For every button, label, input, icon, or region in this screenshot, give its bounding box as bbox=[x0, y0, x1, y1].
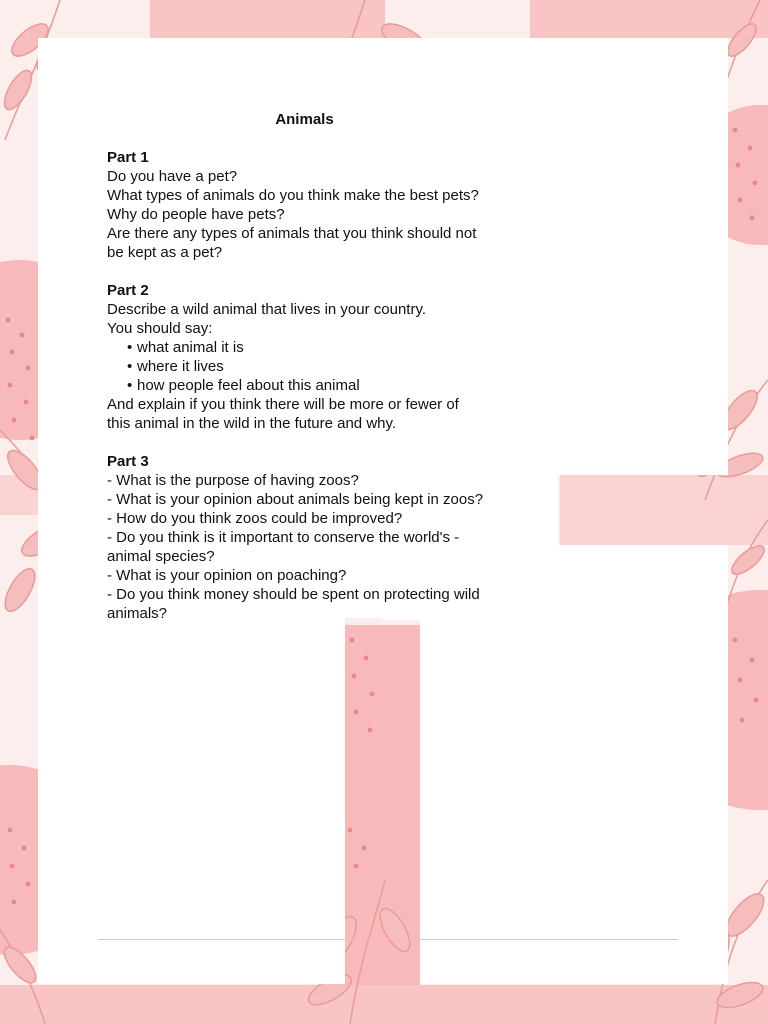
question-line: - What is your opinion on poaching? bbox=[107, 567, 347, 584]
bullet-item: • where it lives bbox=[127, 358, 224, 375]
bullet-icon: • bbox=[127, 358, 133, 375]
question-line: What types of animals do you think make the best pets? bbox=[107, 187, 479, 204]
spacer bbox=[107, 433, 557, 452]
bullet-item: • what animal it is bbox=[127, 339, 244, 356]
section-part-2 bbox=[107, 281, 557, 433]
section-part-1 bbox=[107, 148, 557, 262]
question-line: - Do you think money should be spent on protecting wild bbox=[107, 586, 480, 603]
paper-sheet-top-strip bbox=[38, 38, 728, 93]
prompt-line: this animal in the wild in the future and why. bbox=[107, 415, 397, 432]
question-line: Do you have a pet? bbox=[107, 168, 238, 185]
question-line: - What is the purpose of having zoos? bbox=[107, 472, 359, 489]
section-heading: Part 3 bbox=[107, 453, 149, 470]
question-line: - What is your opinion about animals being kept in zoos? bbox=[107, 491, 484, 508]
section-part-3 bbox=[107, 452, 557, 623]
document-title: Animals bbox=[275, 111, 334, 128]
question-line: animals? bbox=[107, 605, 168, 622]
question-line: Are there any types of animals that you think should not bbox=[107, 225, 477, 242]
document-body bbox=[107, 110, 557, 623]
bullet-list bbox=[107, 338, 557, 395]
section-heading: Part 1 bbox=[107, 149, 149, 166]
bullet-item: • how people feel about this animal bbox=[127, 377, 360, 394]
prompt-line: You should say: bbox=[107, 320, 213, 337]
question-line: animal species? bbox=[107, 548, 215, 565]
footer-divider bbox=[98, 939, 678, 940]
paper-sheet-bottom-left bbox=[38, 618, 345, 984]
prompt-line: Describe a wild animal that lives in your country. bbox=[107, 301, 427, 318]
spacer bbox=[107, 262, 557, 281]
question-line: - How do you think zoos could be improved? bbox=[107, 510, 403, 527]
prompt-line: And explain if you think there will be more or fewer of bbox=[107, 396, 459, 413]
bullet-icon: • bbox=[127, 339, 133, 356]
section-heading: Part 2 bbox=[107, 282, 149, 299]
question-line: Why do people have pets? bbox=[107, 206, 285, 223]
question-line: be kept as a pet? bbox=[107, 244, 223, 261]
question-line: - Do you think is it important to conserve the world's - bbox=[107, 529, 460, 546]
bullet-icon: • bbox=[127, 377, 133, 394]
